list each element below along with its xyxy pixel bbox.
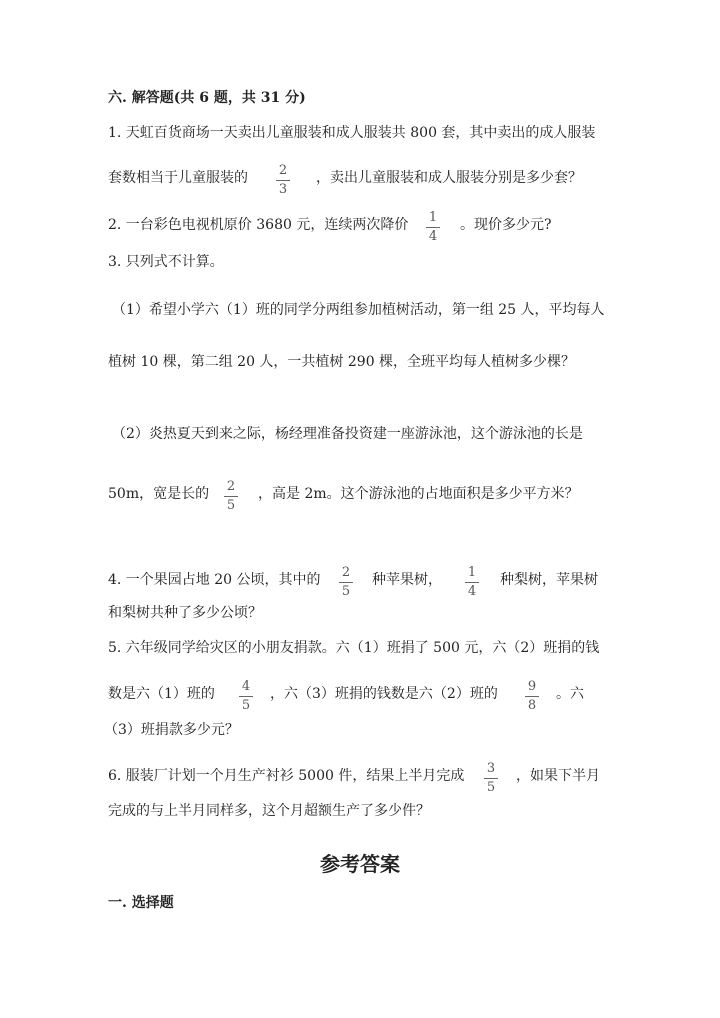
question-6-line-2: 完成的与上半月同样多，这个月超额生产了多少件？ <box>108 803 430 819</box>
fraction-bar <box>339 582 353 583</box>
question-4-line-2: 和梨树共种了多少公顷？ <box>108 605 262 621</box>
fraction-2-5 <box>221 480 241 513</box>
fraction-denominator: 8 <box>527 698 537 713</box>
fraction-bar <box>525 696 539 697</box>
fraction-numerator: 2 <box>226 479 236 494</box>
fraction-numerator: 9 <box>527 679 537 694</box>
fraction-denominator: 4 <box>467 584 477 599</box>
fraction-4-5 <box>236 680 256 713</box>
fraction-denominator: 5 <box>486 780 496 795</box>
fraction-bar <box>426 227 440 228</box>
fraction-3-5 <box>481 762 501 795</box>
fraction-2-5 <box>336 566 356 599</box>
question-2-a: 2. 一台彩色电视机原价 3680 元，连续两次降价 <box>108 217 409 233</box>
fraction-numerator: 3 <box>486 761 496 776</box>
question-3-part-2-line-1: （2）炎热夏天到来之际，杨经理准备投资建一座游泳池，这个游泳池的长是 <box>112 426 583 442</box>
fraction-denominator: 5 <box>241 698 251 713</box>
fraction-2-3 <box>273 164 293 197</box>
question-3-line-1: 3. 只列式不计算。 <box>108 254 224 270</box>
question-3-part-2-line-2-a: 50m，宽是长的 <box>108 486 210 502</box>
question-5-line-1: 5. 六年级同学给灾区的小朋友捐款。六（1）班捐了 500 元，六（2）班捐的钱 <box>108 640 600 656</box>
question-4-a: 4. 一个果园占地 20 公顷，其中的 <box>108 572 321 588</box>
question-1-line-1: 1. 天虹百货商场一天卖出儿童服装和成人服装共 800 套，其中卖出的成人服装 <box>108 125 596 141</box>
fraction-bar <box>224 496 238 497</box>
fraction-numerator: 2 <box>341 565 351 580</box>
question-4-c: 种梨树，苹果树 <box>500 572 598 588</box>
question-6-a: 6. 服装厂计划一个月生产衬衫 5000 件，结果上半月完成 <box>108 768 465 784</box>
fraction-bar <box>465 582 479 583</box>
fraction-bar <box>239 696 253 697</box>
section-heading: 六. 解答题(共 6 题，共 31 分) <box>108 90 306 106</box>
fraction-numerator: 1 <box>467 565 477 580</box>
fraction-denominator: 4 <box>428 229 438 244</box>
fraction-numerator: 4 <box>241 679 251 694</box>
question-5-line-3: （3）班捐款多少元？ <box>104 722 239 738</box>
question-3-part-2-line-2-b: ，高是 2m。这个游泳池的占地面积是多少平方米？ <box>258 486 579 502</box>
question-5-line-2-c: 。六 <box>556 686 584 702</box>
question-5-line-2-a: 数是六（1）班的 <box>108 686 215 702</box>
fraction-1-4 <box>423 211 443 244</box>
fraction-9-8 <box>522 680 542 713</box>
fraction-denominator: 3 <box>278 182 288 197</box>
question-5-line-2-b: ，六（3）班捐的钱数是六（2）班的 <box>270 686 498 702</box>
fraction-bar <box>484 778 498 779</box>
fraction-numerator: 2 <box>278 163 288 178</box>
fraction-1-4 <box>462 566 482 599</box>
fraction-denominator: 5 <box>341 584 351 599</box>
question-1-line-2-a: 套数相当于儿童服装的 <box>108 170 248 186</box>
fraction-bar <box>276 180 290 181</box>
fraction-numerator: 1 <box>428 210 438 225</box>
question-4-b: 种苹果树， <box>372 572 442 588</box>
answers-title: 参考答案 <box>320 852 400 876</box>
question-1-line-2-b: ，卖出儿童服装和成人服装分别是多少套？ <box>316 170 582 186</box>
question-6-b: ，如果下半月 <box>516 768 600 784</box>
fraction-denominator: 5 <box>226 498 236 513</box>
question-3-part-1-line-2: 植树 10 棵，第二组 20 人，一共植树 290 棵，全班平均每人植树多少棵？ <box>108 354 576 370</box>
question-3-part-1-line-1: （1）希望小学六（1）班的同学分两组参加植树活动，第一组 25 人，平均每人 <box>112 302 605 318</box>
answers-section-1-heading: 一. 选择题 <box>108 895 174 911</box>
question-2-b: 。现价多少元? <box>460 217 552 233</box>
